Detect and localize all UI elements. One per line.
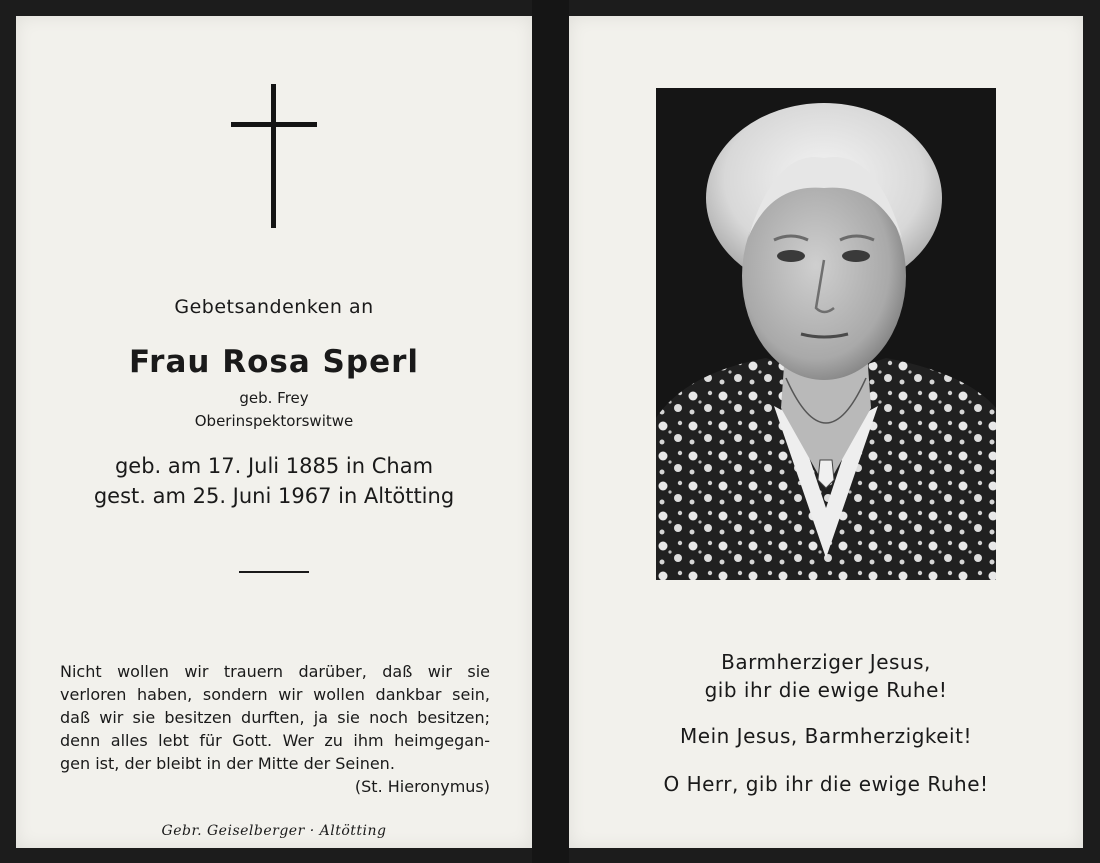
- quote-block: [60, 660, 490, 798]
- deceased-title: Oberinspektorswitwe: [194, 412, 354, 430]
- quote-line: daß wir sie besitzen durften, ja sie noch besitzen;: [60, 708, 490, 727]
- quote-line: gen ist, der bleibt in der Mitte der Seinen.: [60, 754, 395, 773]
- prayer-line: gib ihr die ewige Ruhe!: [704, 678, 948, 702]
- maiden-name: geb. Frey: [239, 389, 309, 407]
- death-line: gest. am 25. Juni 1967 in Altötting: [93, 484, 455, 508]
- prayer-line: Barmherziger Jesus,: [721, 650, 931, 674]
- deceased-name: Frau Rosa Sperl: [128, 344, 420, 380]
- printer-credit: Gebr. Geiselberger · Altötting: [161, 823, 387, 839]
- quote-line: denn alles lebt für Gott. Wer zu ihm heimgegan-: [60, 731, 490, 750]
- quote-line: Nicht wollen wir trauern darüber, daß wir sie: [60, 662, 490, 681]
- birth-line: geb. am 17. Juli 1885 in Cham: [114, 454, 434, 478]
- cross-icon: [231, 84, 317, 228]
- quote-line: verloren haben, sondern wir wollen dankbar sein,: [60, 685, 490, 704]
- right-page: [569, 16, 1083, 848]
- portrait-photo: [656, 88, 996, 580]
- divider: [239, 571, 309, 573]
- memorial-intro: Gebetsandenken an: [174, 296, 374, 318]
- card-fold: [532, 0, 569, 863]
- quote-source: (St. Hieronymus): [354, 777, 490, 796]
- prayer-line: O Herr, gib ihr die ewige Ruhe!: [663, 772, 989, 796]
- left-page: [16, 16, 532, 848]
- prayer-line: Mein Jesus, Barmherzigkeit!: [680, 724, 972, 748]
